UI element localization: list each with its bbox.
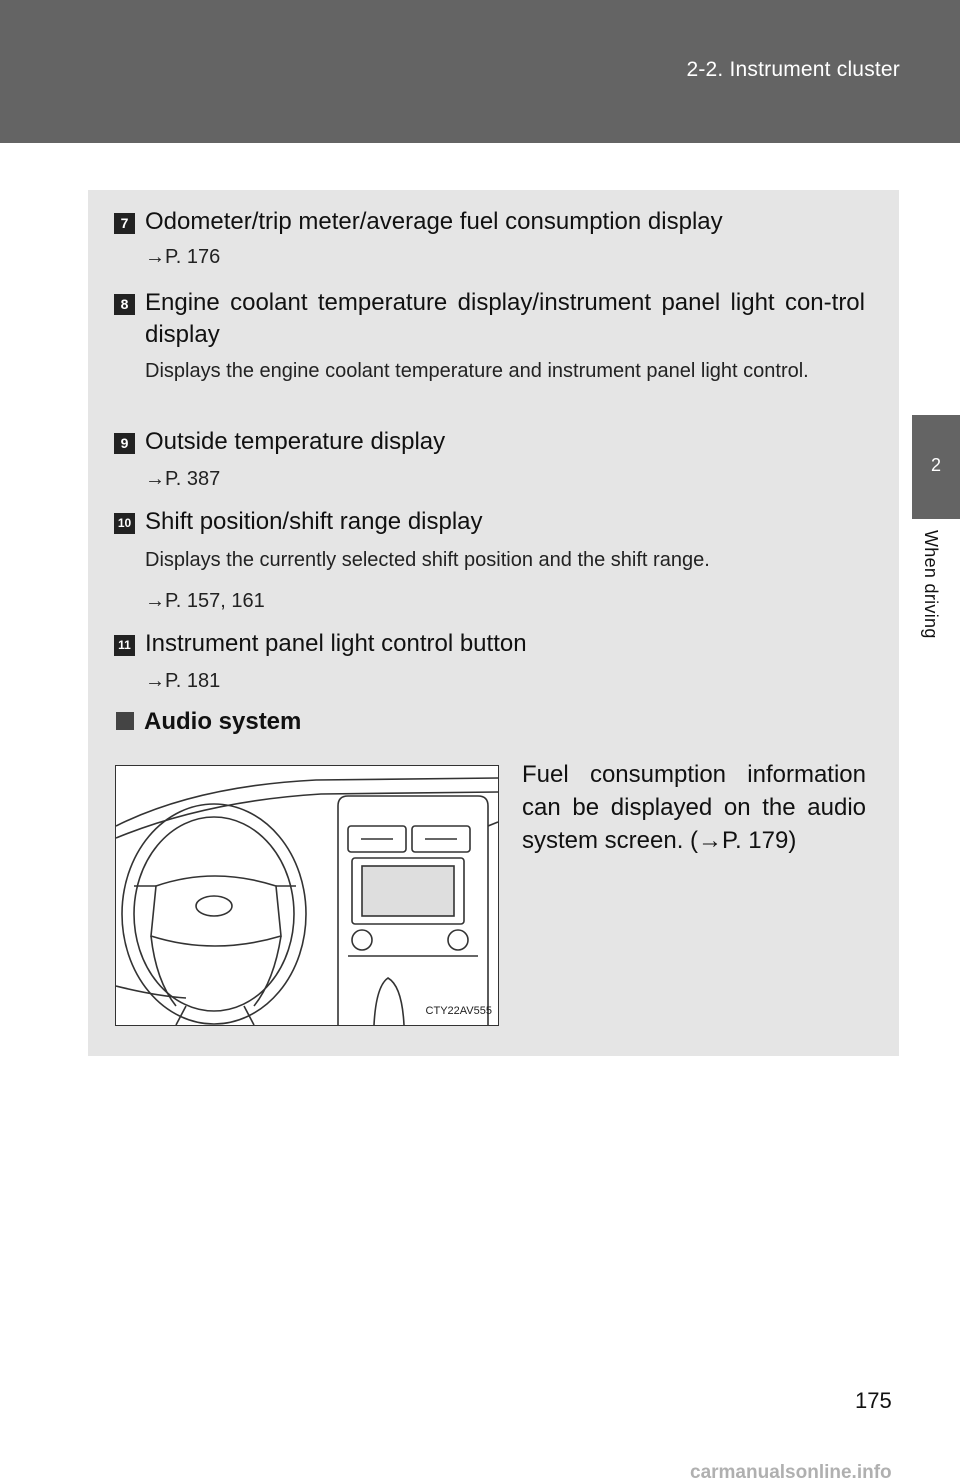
item-badge: 11 [114,635,135,656]
chapter-label: When driving [921,530,941,639]
item-title: Outside temperature display [145,428,446,455]
audio-description: Fuel consumption information can be displayed on the audio system screen. (→P. 179) [522,761,866,854]
item-title: Shift position/shift range display [145,508,483,535]
dashboard-illustration [115,765,499,1026]
item-badge: 9 [114,433,135,454]
item-description: Displays the currently selected shift position and the shift range. [145,549,710,571]
chapter-tab [912,415,960,519]
item-title: Engine coolant temperature display/instrument panel light con-trol display [145,289,865,348]
section-heading-label: Audio system [144,708,302,735]
page-reference: →P. 157, 161 [145,590,265,612]
square-bullet-icon [116,712,134,730]
watermark-url: carmanualsonline.info [690,1462,892,1483]
item-badge: 10 [114,513,135,534]
item-title: Instrument panel light control button [145,630,527,657]
section-title: 2-2. Instrument cluster [686,58,900,81]
item-badge: 7 [114,213,135,234]
item-description: Displays the engine coolant temperature and instrument panel light control. [145,360,809,382]
item-title: Odometer/trip meter/average fuel consumption display [145,208,723,235]
section-heading [116,708,301,736]
figure-code: CTY22AV555 [425,1005,492,1017]
page-number: 175 [855,1388,892,1413]
page-reference: →P. 387 [145,468,221,490]
chapter-number: 2 [930,455,941,475]
page-header [0,0,960,143]
item-badge: 8 [114,294,135,315]
page-reference: →P. 181 [145,670,221,692]
dashboard-drawing [116,766,498,1025]
page-reference: →P. 176 [145,246,221,268]
